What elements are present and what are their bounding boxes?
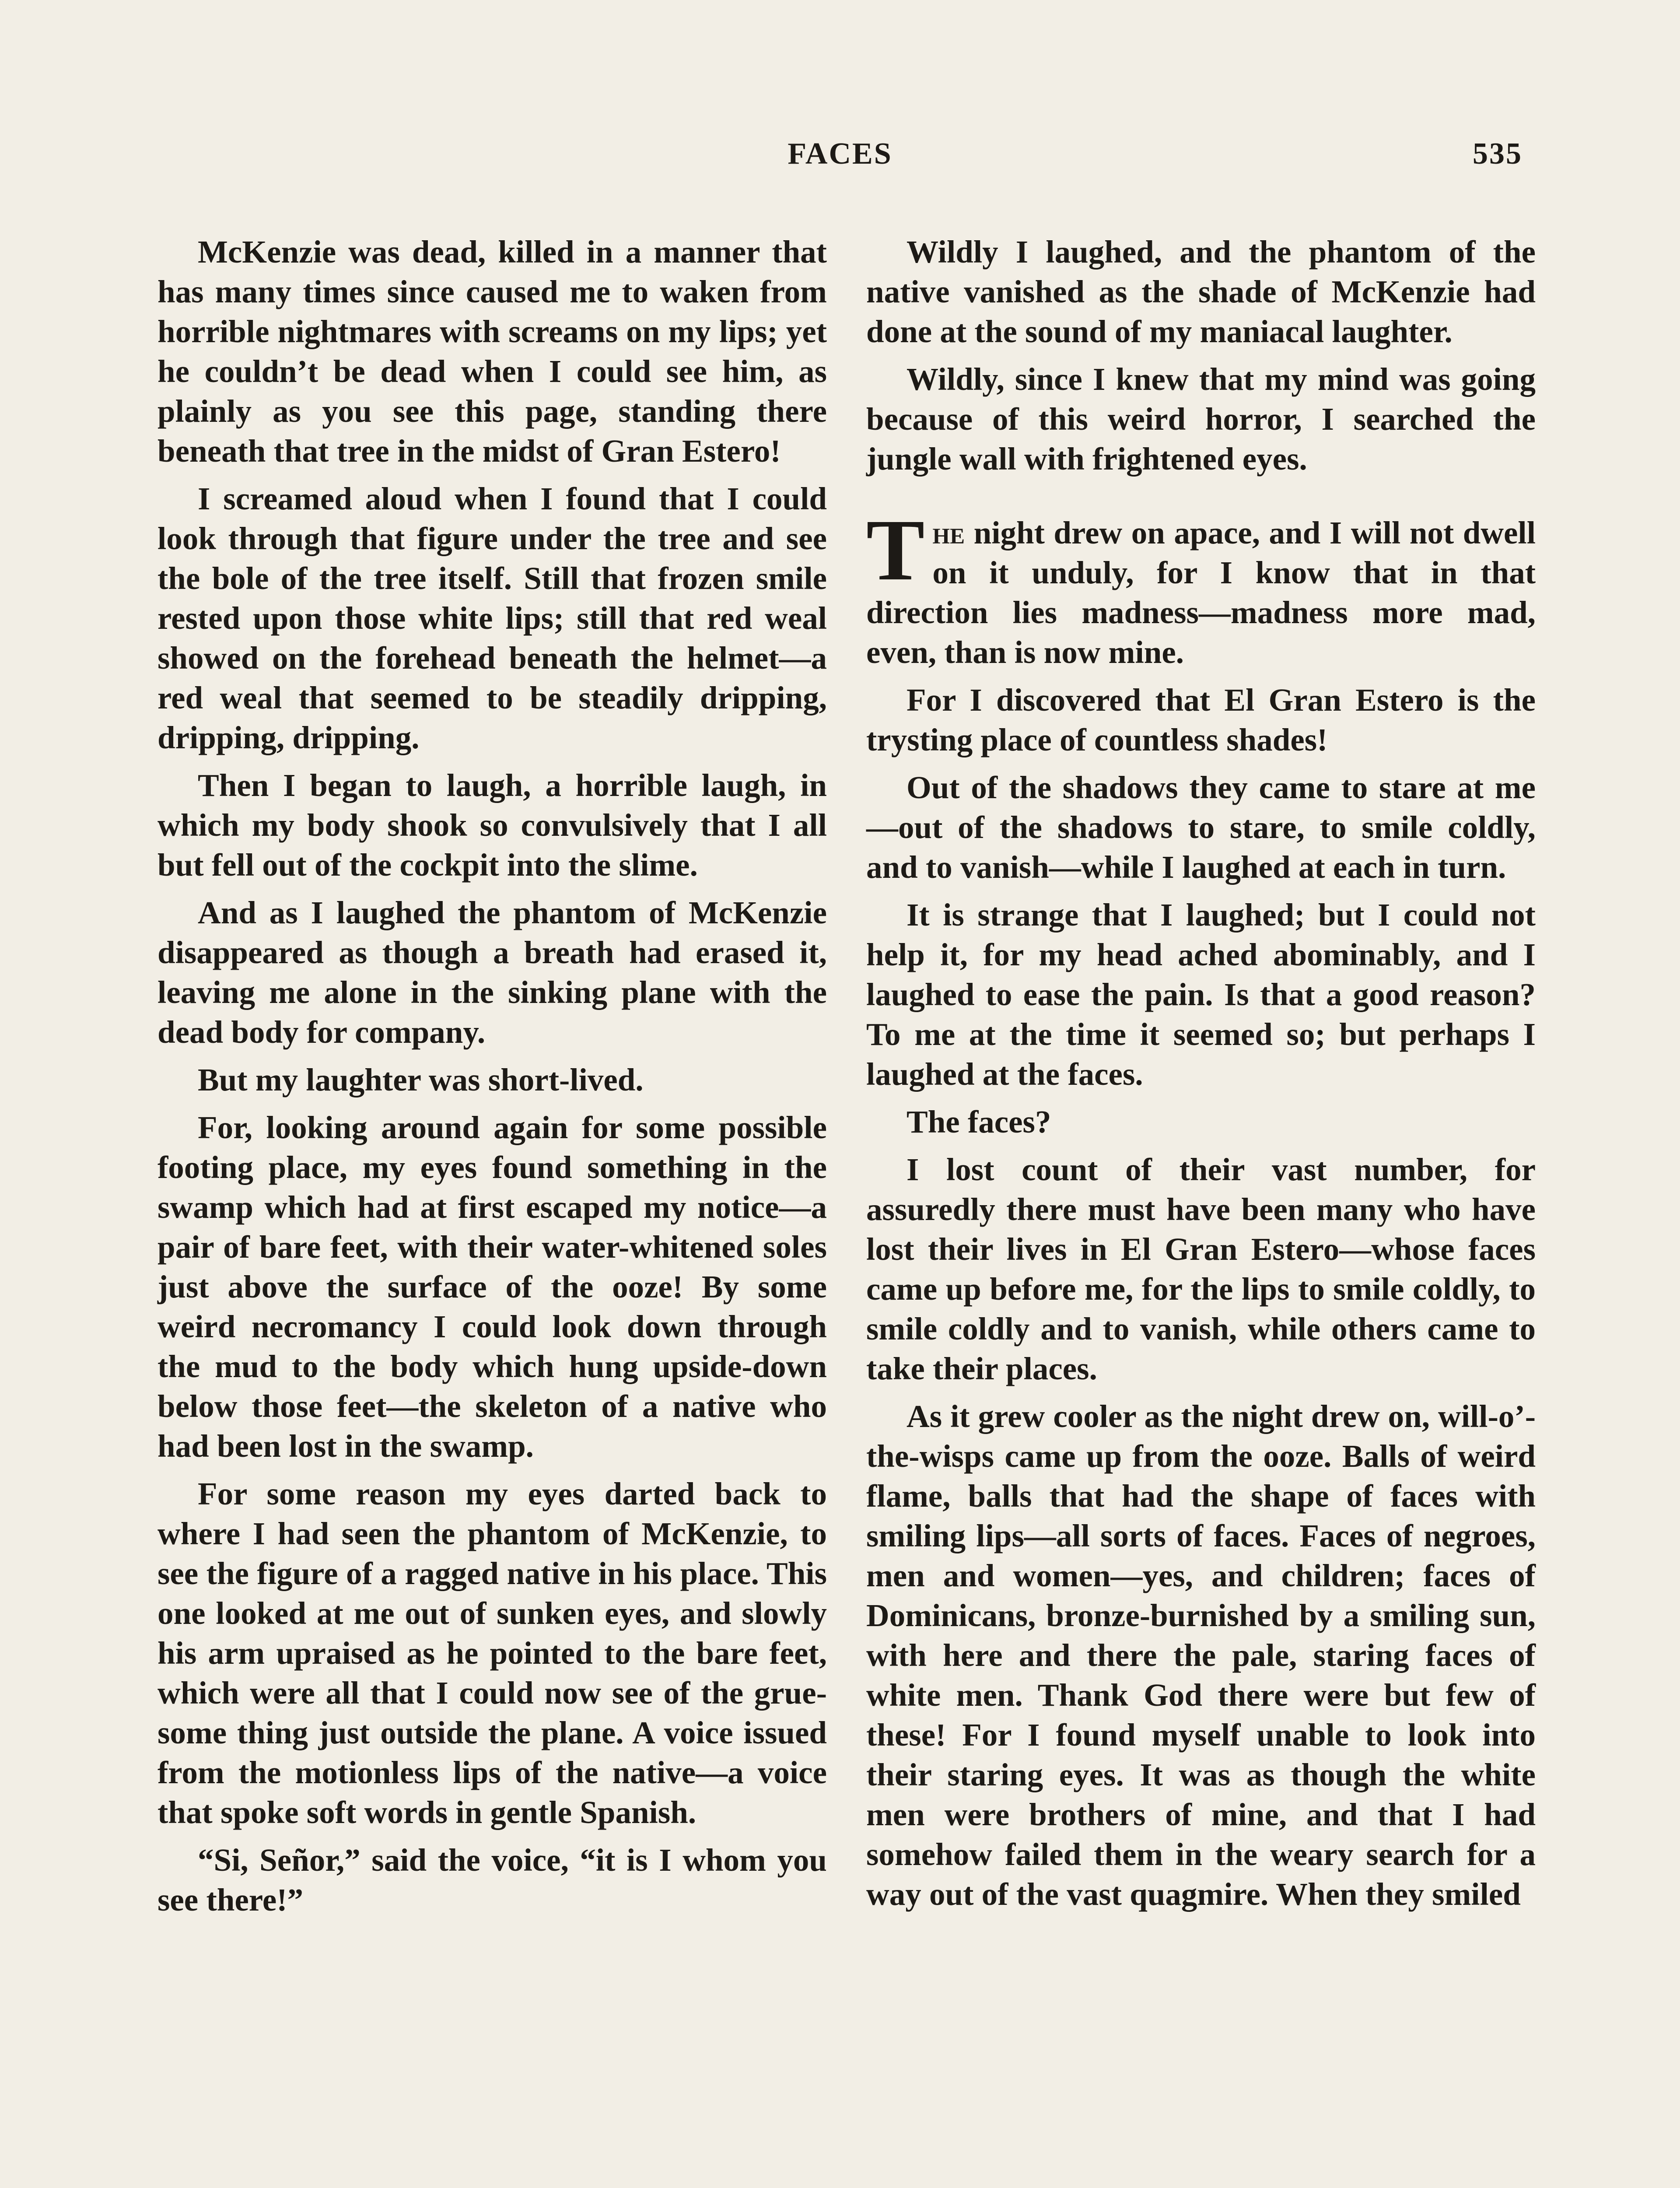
running-head (0, 137, 1680, 185)
paragraph: Wildly, since I knew that my mind was going because of this weird horror, I searched the jungle wall with frightened eyes. (866, 361, 1536, 477)
paragraph: McKenzie was dead, killed in a manner that has many times since caused me to waken from horrible nightmares with screams on my lips; yet he couldn’t be dead when I could see him, as plainly as you see this page, standing there beneath that tree in the midst of Gran Estero! (158, 234, 827, 469)
page-number: 535 (1473, 137, 1522, 171)
paragraph: “Si, Señor,” said the voice, “it is I whom you see there!” (158, 1842, 827, 1918)
small-caps-lead: he (932, 515, 965, 551)
paragraph: I screamed aloud when I found that I could look through that figure under the tree and see the bole of the tree itself. Still that frozen smile rested upon those white lips; still that red weal showed on the forehead beneath the helmet—a red weal that seemed to be steadily dripping, dripping, dripping. (158, 481, 827, 755)
running-title: FACES (788, 137, 892, 171)
paragraph: For I discovered that El Gran Estero is the trysting place of countless shades! (866, 682, 1536, 757)
paragraph: For, looking around again for some possible footing place, my eyes found something in the swamp which had at first escaped my notice—a pair of bare feet, with their water-whitened soles just above the surface of the ooze! By some weird necromancy I could look down through the mud to the body which hung upside-down below those feet—the skeleton of a native who had been lost in the swamp. (158, 1110, 827, 1464)
paragraph: But my laughter was short-lived. (198, 1062, 644, 1098)
paragraph: As it grew cooler as the night drew on, will-o’-the-wisps came up from the ooze. Balls of weird flame, balls that had the shape of faces with smiling lips—all sorts of faces. Faces of negroes, men and women—yes, and children; faces of Dominicans, bronze-burnished by a smiling sun, with here and there the pale, staring faces of white men. Thank God there were but few of these! For I found myself unable to look into their staring eyes. It was as though the white men were brothers of mine, and that I had somehow failed them in the weary search for a way out of the vast quagmire. When they smiled (866, 1399, 1536, 1912)
section-opening-paragraph (866, 502, 1536, 672)
paragraph: I lost count of their vast number, for assuredly there must have been many who have lost their lives in El Gran Estero—whose faces came up before me, for the lips to smile coldly, to smile coldly and to vanish, while others came to take their places. (866, 1152, 1536, 1386)
drop-cap-letter: T (866, 502, 925, 599)
paragraph: Then I began to laugh, a horrible laugh, in which my body shook so convulsively that I all but fell out of the cockpit into the slime. (158, 768, 827, 883)
paragraph: For some reason my eyes darted back to where I had seen the phantom of McKenzie, to see the figure of a ragged native in his place. This one looked at me out of sunken eyes, and slowly his arm upraised as he pointed to the bare feet, which were all that I could now see of the gruesome thing just outside the plane. A voice issued from the motionless lips of the native—a voice that spoke soft words in gentle Spanish. (158, 1476, 827, 1830)
left-column (158, 232, 827, 1928)
right-column (866, 232, 1536, 1922)
paragraph: The faces? (906, 1104, 1051, 1140)
paragraph: Out of the shadows they came to stare at me—out of the shadows to stare, to smile coldly, and to vanish—while I laughed at each in turn. (866, 770, 1536, 885)
paragraph: And as I laughed the phantom of McKenzie disappeared as though a breath had erased it, leaving me alone in the sinking plane with the dead body for company. (158, 895, 827, 1050)
paragraph-text: night drew on apace, and I will not dwell on it unduly, for I know that in that direction lies madness—madness more mad, even, than is now mine. (866, 515, 1536, 670)
paragraph: It is strange that I laughed; but I could not help it, for my head ached abominably, and I laughed to ease the pain. Is that a good reason? To me at the time it seemed so; but perhaps I laughed at the faces. (866, 897, 1536, 1092)
paragraph: Wildly I laughed, and the phantom of the native vanished as the shade of McKenzie had done at the sound of my maniacal laughter. (866, 234, 1536, 349)
